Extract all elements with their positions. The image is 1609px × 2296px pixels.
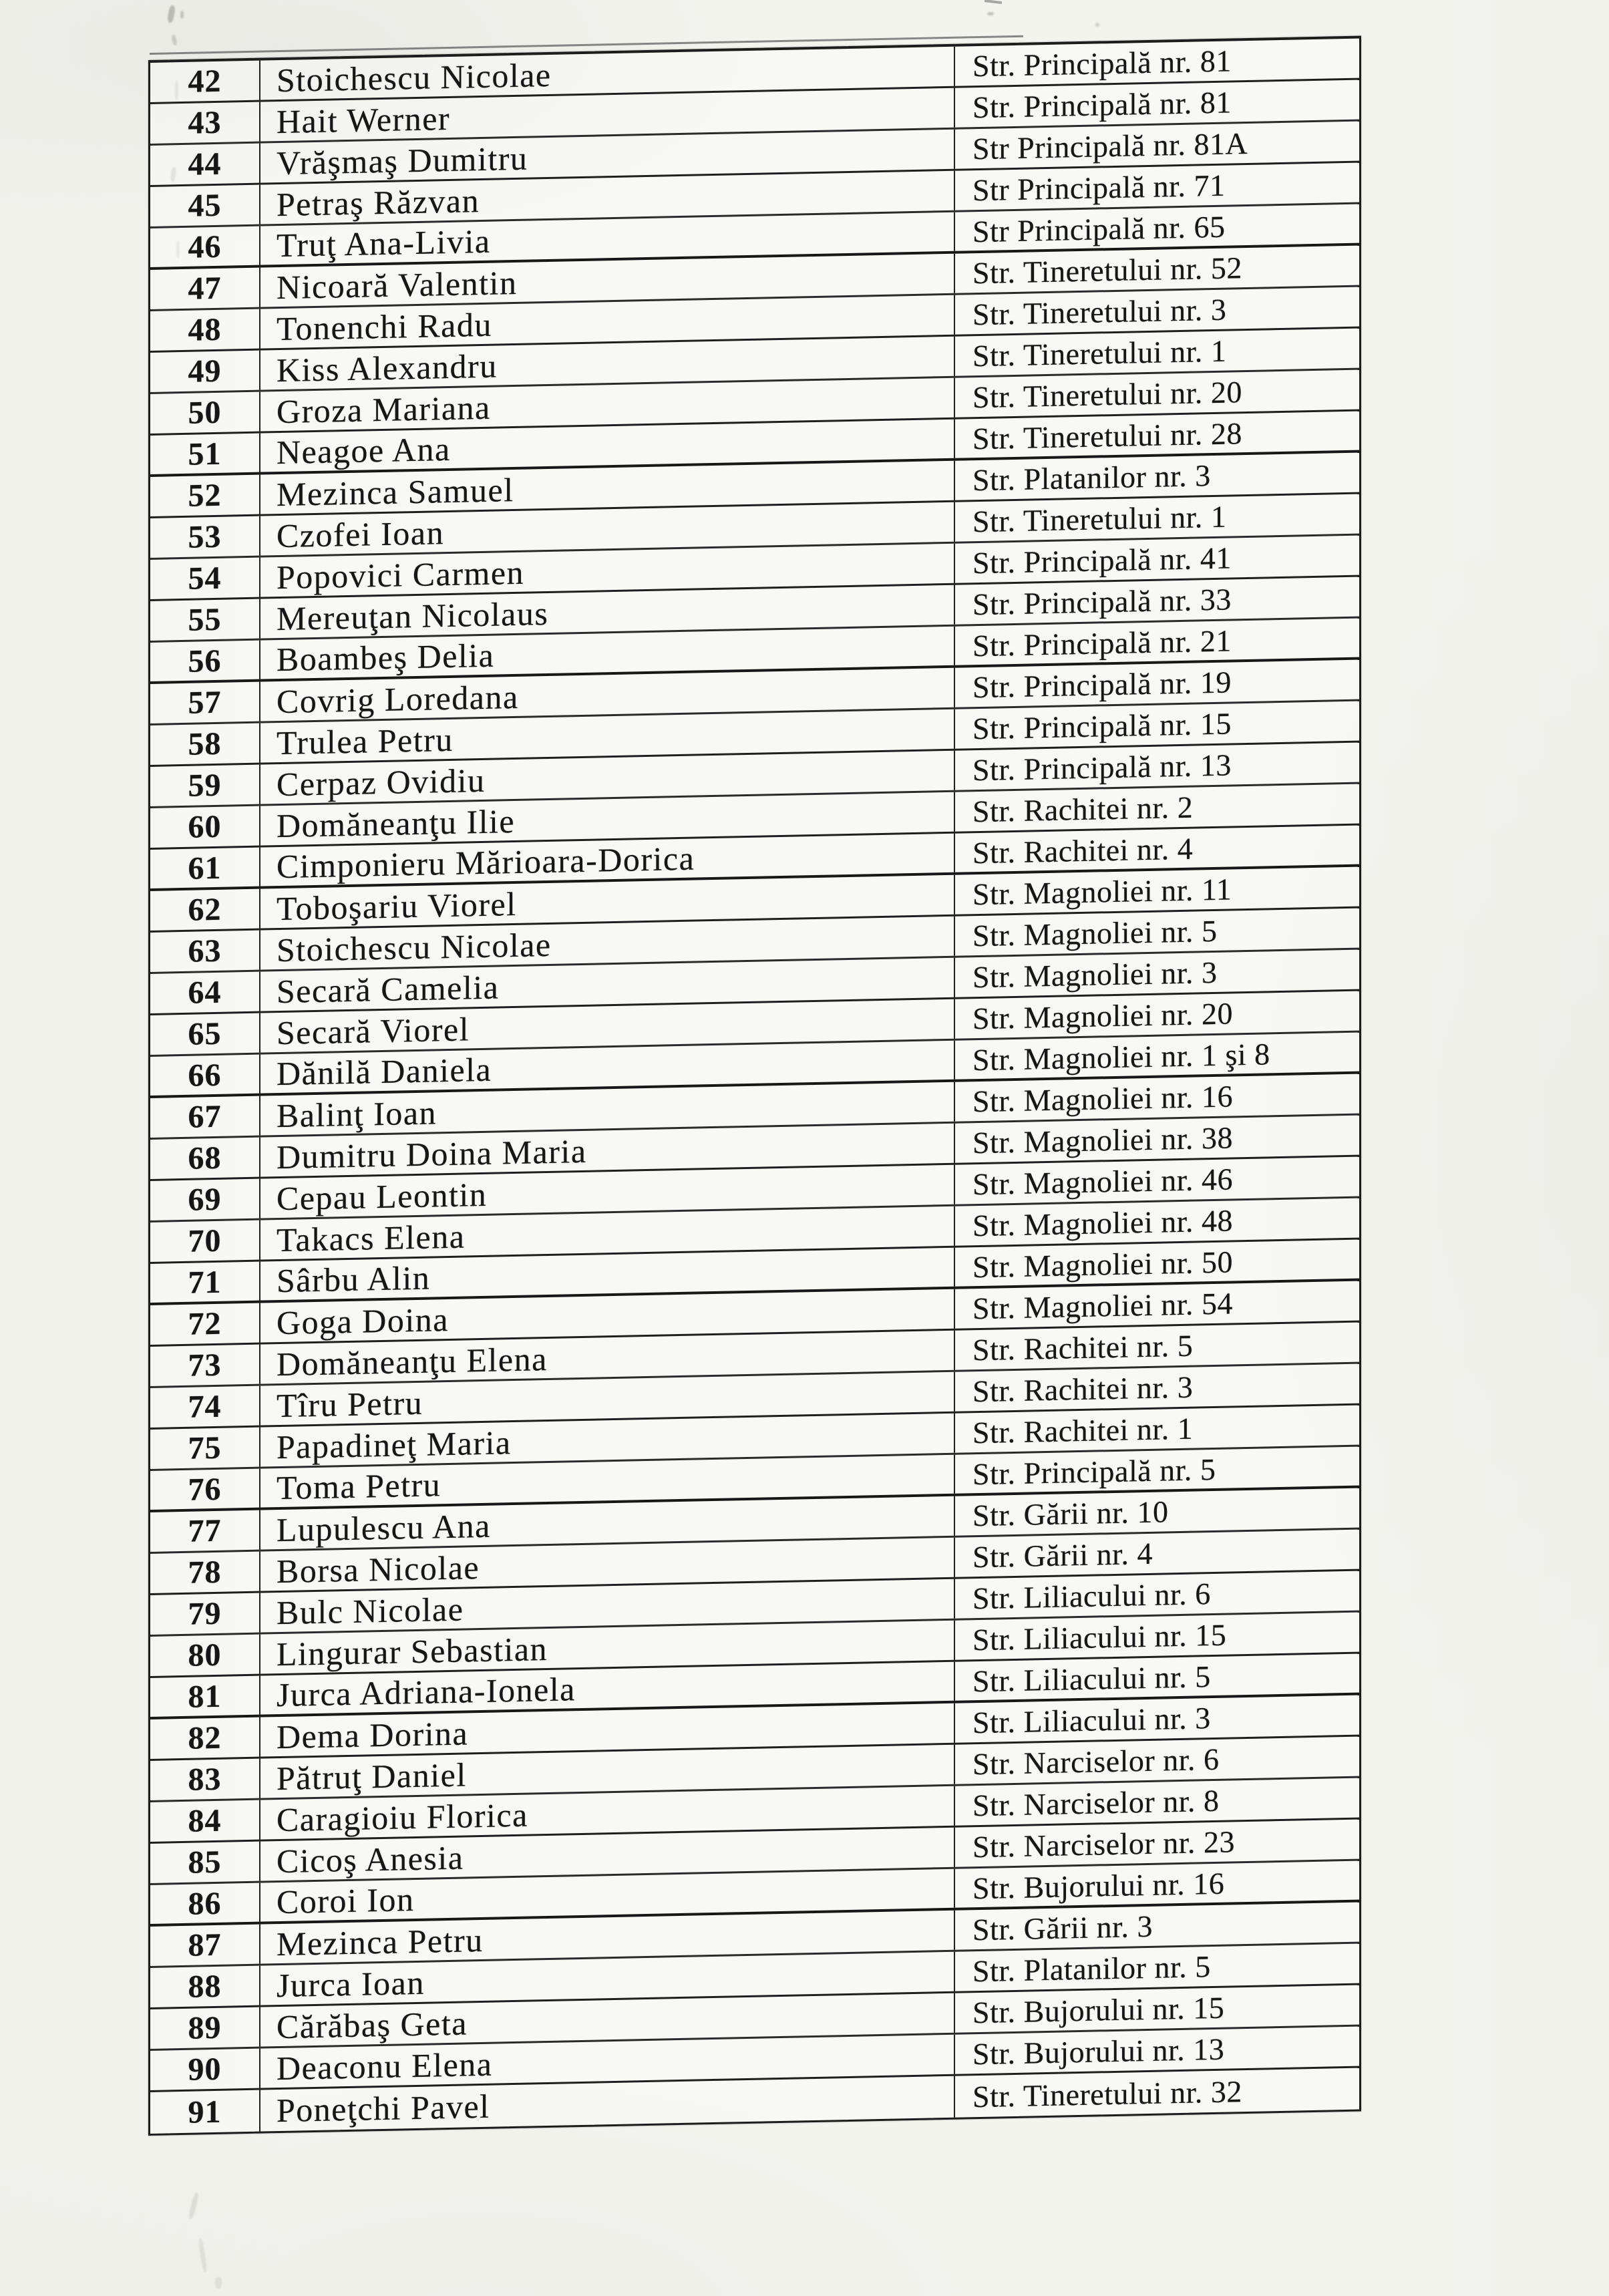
address-cell: Str. Bujorului nr. 15 <box>972 1990 1225 2030</box>
address-cell: Str. Narciselor nr. 23 <box>972 1824 1235 1864</box>
row-number-cell: 66 <box>150 1055 260 1096</box>
address-cell: Str. Magnoliei nr. 20 <box>972 996 1233 1036</box>
name-cell: Cimponieru Mărioara-Dorica <box>260 834 955 886</box>
row-number-cell: 53 <box>150 516 260 558</box>
name-cell: Pătruţ Daniel <box>260 1745 955 1798</box>
address-cell: Str. Principală nr. 21 <box>972 623 1232 663</box>
address-cell: Str. Liliacului nr. 5 <box>972 1659 1211 1698</box>
name-cell: Dumitru Doina Maria <box>260 1124 955 1177</box>
scan-smudge <box>188 2192 199 2220</box>
address-cell: Str. Rachitei nr. 5 <box>972 1328 1194 1367</box>
row-number-cell: 62 <box>150 889 260 931</box>
address-cell: Str. Principală nr. 19 <box>972 665 1232 705</box>
name-cell: Tîru Petru <box>260 1372 955 1426</box>
row-number-cell: 69 <box>150 1179 260 1220</box>
name-cell: Cepau Leontin <box>260 1165 955 1218</box>
name-cell: Stoichescu Nicolae <box>260 917 955 970</box>
name-cell: Dănilă Daniela <box>260 1041 955 1094</box>
row-number-cell: 43 <box>150 102 260 144</box>
row-number-cell: 84 <box>150 1800 260 1842</box>
row-number-cell: 55 <box>150 599 260 641</box>
name-cell: Sârbu Alin <box>260 1248 955 1301</box>
scan-smudge <box>198 2238 207 2273</box>
row-number-cell: 75 <box>150 1428 260 1469</box>
address-cell: Str. Rachitei nr. 1 <box>972 1411 1194 1450</box>
row-number-cell: 86 <box>150 1883 260 1924</box>
address-cell: Str Principală nr. 71 <box>972 168 1226 208</box>
name-cell: Boambeş Delia <box>260 627 955 679</box>
row-number-cell: 76 <box>150 1469 260 1510</box>
address-cell: Str Principală nr. 65 <box>972 209 1226 249</box>
row-number-cell: 44 <box>150 144 260 185</box>
address-cell: Str. Magnoliei nr. 50 <box>972 1244 1233 1284</box>
name-cell: Tonenchi Radu <box>260 295 955 349</box>
name-cell: Neagoe Ana <box>260 420 955 472</box>
row-number-cell: 48 <box>150 309 260 351</box>
address-cell: Str. Magnoliei nr. 3 <box>972 955 1218 995</box>
name-cell: Poneţchi Pavel <box>260 2076 955 2132</box>
name-cell: Hait Werner <box>260 88 955 142</box>
name-cell: Groza Mariana <box>260 378 955 432</box>
address-cell: Str. Magnoliei nr. 38 <box>972 1120 1233 1160</box>
name-cell: Popovici Carmen <box>260 544 955 597</box>
address-cell: Str. Principală nr. 15 <box>972 706 1232 746</box>
address-cell: Str. Tineretului nr. 20 <box>972 375 1242 415</box>
scan-smudge <box>171 35 177 46</box>
name-cell: Trulea Petru <box>260 709 955 763</box>
name-cell: Coroi Ion <box>260 1869 955 1922</box>
address-cell: Str. Bujorului nr. 13 <box>972 2031 1225 2072</box>
row-number-cell: 91 <box>150 2090 260 2134</box>
name-cell: Secară Viorel <box>260 999 955 1053</box>
name-cell: Domăneanţu Elena <box>260 1331 955 1384</box>
residents-table <box>148 36 1361 2136</box>
name-cell: Papadineţ Maria <box>260 1414 955 1467</box>
row-number-cell: 82 <box>150 1717 260 1759</box>
name-cell: Toma Petru <box>260 1455 955 1508</box>
address-cell: Str. Tineretului nr. 28 <box>972 416 1242 456</box>
name-cell: Czofei Ioan <box>260 502 955 556</box>
scan-smudge <box>180 11 184 19</box>
row-number-cell: 67 <box>150 1096 260 1138</box>
row-number-cell: 61 <box>150 848 260 888</box>
row-number-cell: 56 <box>150 641 260 681</box>
name-cell: Caragioiu Florica <box>260 1786 955 1840</box>
row-number-cell: 80 <box>150 1635 260 1676</box>
scan-smudge <box>987 12 994 15</box>
name-cell: Lingurar Sebastian <box>260 1621 955 1674</box>
row-number-cell: 64 <box>150 972 260 1013</box>
address-cell: Str. Liliacului nr. 15 <box>972 1617 1227 1657</box>
address-cell: Str. Bujorului nr. 16 <box>972 1866 1225 1905</box>
address-cell: Str. Magnoliei nr. 11 <box>972 872 1232 912</box>
address-cell: Str. Tineretului nr. 52 <box>972 251 1242 291</box>
address-cell: Str. Magnoliei nr. 54 <box>972 1286 1233 1326</box>
name-cell: Dema Dorina <box>260 1703 955 1757</box>
row-number-cell: 54 <box>150 558 260 599</box>
row-number-cell: 89 <box>150 2007 260 2049</box>
address-cell: Str. Principală nr. 81 <box>972 43 1232 84</box>
address-cell: Str. Principală nr. 5 <box>972 1452 1216 1491</box>
row-number-cell: 49 <box>150 351 260 392</box>
scan-smudge <box>1095 23 1099 27</box>
name-cell: Mezinca Samuel <box>260 461 955 514</box>
name-cell: Goga Doina <box>260 1289 955 1343</box>
scanned-sheet <box>148 36 1361 2136</box>
name-cell: Mezinca Petru <box>260 1911 955 1964</box>
row-number-cell: 42 <box>150 61 260 102</box>
name-cell: Covrig Loredana <box>260 668 955 721</box>
address-cell: Str. Narciselor nr. 8 <box>972 1783 1220 1823</box>
address-cell: Str. Platanilor nr. 5 <box>972 1949 1211 1989</box>
address-cell: Str. Rachitei nr. 4 <box>972 831 1194 870</box>
name-cell: Vrăşmaş Dumitru <box>260 130 955 183</box>
address-cell: Str. Magnoliei nr. 16 <box>972 1079 1233 1119</box>
address-cell: Str Principală nr. 81A <box>972 126 1248 166</box>
row-number-cell: 87 <box>150 1925 260 1966</box>
name-cell: Cerpaz Ovidiu <box>260 751 955 804</box>
scan-artifact-dash <box>985 0 1002 4</box>
row-number-cell: 90 <box>150 2049 260 2090</box>
address-cell: Str. Tineretului nr. 32 <box>972 2074 1242 2114</box>
row-number-cell: 83 <box>150 1759 260 1800</box>
row-number-cell: 77 <box>150 1510 260 1552</box>
address-cell: Str. Gării nr. 3 <box>972 1909 1153 1947</box>
row-number-cell: 47 <box>150 268 260 309</box>
address-cell: Str. Narciselor nr. 6 <box>972 1742 1220 1782</box>
name-cell: Lupulescu Ana <box>260 1496 955 1550</box>
scan-smudge <box>215 2277 222 2289</box>
row-number-cell: 81 <box>150 1676 260 1717</box>
name-cell: Takacs Elena <box>260 1206 955 1260</box>
row-number-cell: 52 <box>150 475 260 516</box>
row-number-cell: 63 <box>150 931 260 972</box>
row-number-cell: 59 <box>150 765 260 806</box>
address-cell: Str. Tineretului nr. 1 <box>972 499 1227 539</box>
name-cell: Nicoară Valentin <box>260 254 955 307</box>
row-number-cell: 58 <box>150 723 260 765</box>
name-cell: Domăneanţu Ilie <box>260 792 955 846</box>
address-cell: Str. Magnoliei nr. 5 <box>972 913 1218 953</box>
name-cell: Balinţ Ioan <box>260 1082 955 1136</box>
name-cell: Petraş Răzvan <box>260 171 955 224</box>
address-cell: Str. Tineretului nr. 3 <box>972 292 1227 332</box>
name-cell: Stoichescu Nicolae <box>260 47 955 100</box>
row-number-cell: 46 <box>150 226 260 267</box>
address-cell: Str. Gării nr. 10 <box>972 1494 1169 1533</box>
row-number-cell: 57 <box>150 682 260 723</box>
name-cell: Secară Camelia <box>260 958 955 1011</box>
row-number-cell: 51 <box>150 434 260 474</box>
name-cell: Truţ Ana-Livia <box>260 212 955 265</box>
row-number-cell: 79 <box>150 1593 260 1635</box>
address-cell: Str. Tineretului nr. 1 <box>972 333 1227 373</box>
address-cell: Str. Liliacului nr. 6 <box>972 1577 1211 1616</box>
address-cell: Str. Principală nr. 33 <box>972 582 1232 622</box>
address-cell: Str. Magnoliei nr. 46 <box>972 1162 1233 1202</box>
row-number-cell: 78 <box>150 1552 260 1593</box>
name-cell: Bulc Nicolae <box>260 1579 955 1633</box>
name-cell: Deaconu Elena <box>260 2035 955 2088</box>
row-number-cell: 65 <box>150 1013 260 1055</box>
name-cell: Jurca Adriana-Ionela <box>260 1662 955 1715</box>
address-cell: Str. Gării nr. 4 <box>972 1536 1153 1575</box>
row-number-cell: 74 <box>150 1386 260 1428</box>
address-cell: Str. Platanilor nr. 3 <box>972 458 1211 498</box>
name-cell: Cărăbaş Geta <box>260 1993 955 2047</box>
address-cell: Str. Principală nr. 41 <box>972 540 1232 581</box>
row-number-cell: 71 <box>150 1262 260 1303</box>
address-cell: Str. Magnoliei nr. 1 şi 8 <box>972 1036 1270 1077</box>
row-number-cell: 85 <box>150 1842 260 1883</box>
row-number-cell: 60 <box>150 806 260 848</box>
row-number-cell: 72 <box>150 1303 260 1345</box>
row-number-cell: 88 <box>150 1966 260 2007</box>
address-cell: Str. Liliacului nr. 3 <box>972 1701 1211 1740</box>
name-cell: Toboşariu Viorel <box>260 875 955 929</box>
address-cell: Str. Principală nr. 81 <box>972 85 1232 125</box>
name-cell: Borsa Nicolae <box>260 1538 955 1591</box>
address-cell: Str. Rachitei nr. 2 <box>972 790 1194 829</box>
row-number-cell: 68 <box>150 1138 260 1179</box>
scan-smudge <box>167 5 176 23</box>
name-cell: Kiss Alexandru <box>260 337 955 390</box>
address-cell: Str. Rachitei nr. 3 <box>972 1369 1194 1409</box>
row-number-cell: 73 <box>150 1345 260 1386</box>
row-number-cell: 50 <box>150 392 260 434</box>
row-number-cell: 45 <box>150 185 260 226</box>
address-cell: Str. Principală nr. 13 <box>972 748 1232 788</box>
name-cell: Jurca Ioan <box>260 1952 955 2005</box>
address-cell: Str. Magnoliei nr. 48 <box>972 1203 1233 1243</box>
row-number-cell: 70 <box>150 1220 260 1262</box>
name-cell: Cicoş Anesia <box>260 1828 955 1881</box>
name-cell: Mereuţan Nicolaus <box>260 585 955 639</box>
